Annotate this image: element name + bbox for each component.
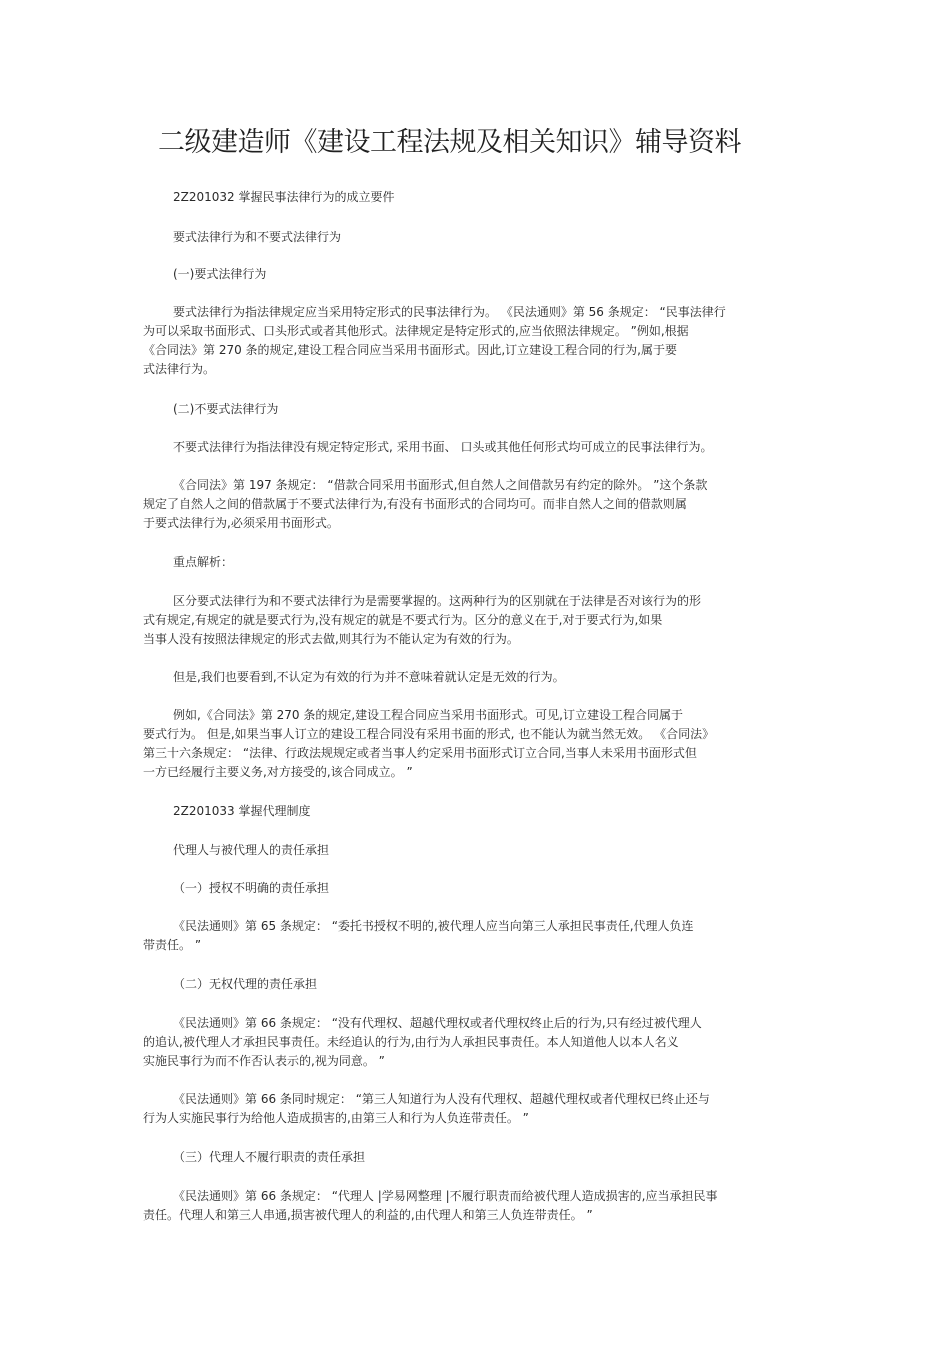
paragraph (143, 1090, 803, 1128)
paragraph (143, 438, 803, 457)
paragraph-line: 规定了自然人之间的借款属于不要式法律行为,有没有书面形式的合同均可。而非自然人之间的借款则属 (143, 497, 687, 511)
paragraph-line: 《合同法》第 197 条规定： “借款合同采用书面形式,但自然人之间借款另有约定的除外。 ”这个条款 (173, 478, 708, 492)
item-heading: (一)要式法律行为 (173, 267, 267, 281)
paragraph (143, 706, 803, 782)
paragraph-line: 带责任。 ” (143, 938, 202, 952)
paragraph-line: 《民法通则》第 66 条同时规定： “第三人知道行为人没有代理权、超越代理权或者代理权已终止还与 (173, 1092, 710, 1106)
paragraph (143, 476, 803, 533)
paragraph (143, 303, 803, 379)
paragraph-line: 《民法通则》第 66 条规定： “代理人 |学易网整理 |不履行职责而给被代理人造成损害的,应当承担民事 (173, 1189, 718, 1203)
item-heading: 重点解析： (173, 555, 234, 569)
paragraph-line: 区分要式法律行为和不要式法律行为是需要掌握的。这两种行为的区别就在于法律是否对该行为的形 (173, 594, 702, 608)
section-heading: 2Z201033 掌握代理制度 (173, 804, 311, 818)
paragraph-line: 实施民事行为而不作否认表示的,视为同意。 ” (143, 1054, 385, 1068)
paragraph-line: 式有规定,有规定的就是要式行为,没有规定的就是不要式行为。区分的意义在于,对于要式行为,如果 (143, 613, 663, 627)
paragraph-line: 的追认,被代理人才承担民事责任。未经追认的行为,由行为人承担民事责任。本人知道他人以本人名义 (143, 1035, 679, 1049)
subsection-heading: 代理人与被代理人的责任承担 (173, 843, 330, 857)
paragraph-line: 责任。代理人和第三人串通,损害被代理人的利益的,由代理人和第三人负连带责任。 ” (143, 1208, 593, 1222)
paragraph-line: 式法律行为。 (143, 362, 216, 376)
paragraph (143, 1014, 803, 1071)
paragraph-line: 《民法通则》第 65 条规定： “委托书授权不明的,被代理人应当向第三人承担民事责任,代理人负连 (173, 919, 694, 933)
paragraph-line: 《民法通则》第 66 条规定： “没有代理权、超越代理权或者代理权终止后的行为,只有经过被代理人 (173, 1016, 702, 1030)
subsection-heading: 要式法律行为和不要式法律行为 (173, 230, 342, 244)
paragraph (143, 1187, 803, 1225)
item-heading: （三）代理人不履行职责的责任承担 (173, 1150, 366, 1164)
paragraph-line: 不要式法律行为指法律没有规定特定形式, 采用书面、 口头或其他任何形式均可成立的民事法律行为。 (173, 440, 713, 454)
paragraph-line: 要式法律行为指法律规定应当采用特定形式的民事法律行为。 《民法通则》第 56 条规定： “民事法律行 (173, 305, 726, 319)
paragraph (143, 592, 803, 649)
item-heading: (二)不要式法律行为 (173, 402, 279, 416)
paragraph-line: 一方已经履行主要义务,对方接受的,该合同成立。 ” (143, 765, 413, 779)
paragraph-line: 当事人没有按照法律规定的形式去做,则其行为不能认定为有效的行为。 (143, 632, 519, 646)
item-heading: （二）无权代理的责任承担 (173, 977, 318, 991)
paragraph-line: 《合同法》第 270 条的规定,建设工程合同应当采用书面形式。因此,订立建设工程合同的行为,属于要 (143, 343, 677, 357)
paragraph-line: 但是,我们也要看到,不认定为有效的行为并不意味着就认定是无效的行为。 (173, 670, 565, 684)
paragraph-line: 行为人实施民事行为给他人造成损害的,由第三人和行为人负连带责任。 ” (143, 1111, 529, 1125)
paragraph-line: 于要式法律行为,必须采用书面形式。 (143, 516, 339, 530)
item-heading: （一）授权不明确的责任承担 (173, 881, 330, 895)
paragraph-line: 为可以采取书面形式、口头形式或者其他形式。法律规定是特定形式的,应当依照法律规定。 ”例如,根据 (143, 324, 689, 338)
paragraph (143, 917, 803, 955)
paragraph-line: 第三十六条规定： “法律、行政法规规定或者当事人约定采用书面形式订立合同,当事人未采用书面形式但 (143, 746, 697, 760)
paragraph-line: 要式行为。 但是,如果当事人订立的建设工程合同没有采用书面的形式, 也不能认为就当然无效。 《合同法》 (143, 727, 715, 741)
paragraph-line: 例如,《合同法》第 270 条的规定,建设工程合同应当采用书面形式。可见,订立建设工程合同属于 (173, 708, 683, 722)
document-title: 二级建造师《建设工程法规及相关知识》辅导资料 (158, 127, 741, 158)
paragraph (143, 668, 803, 687)
section-heading: 2Z201032 掌握民事法律行为的成立要件 (173, 190, 395, 204)
